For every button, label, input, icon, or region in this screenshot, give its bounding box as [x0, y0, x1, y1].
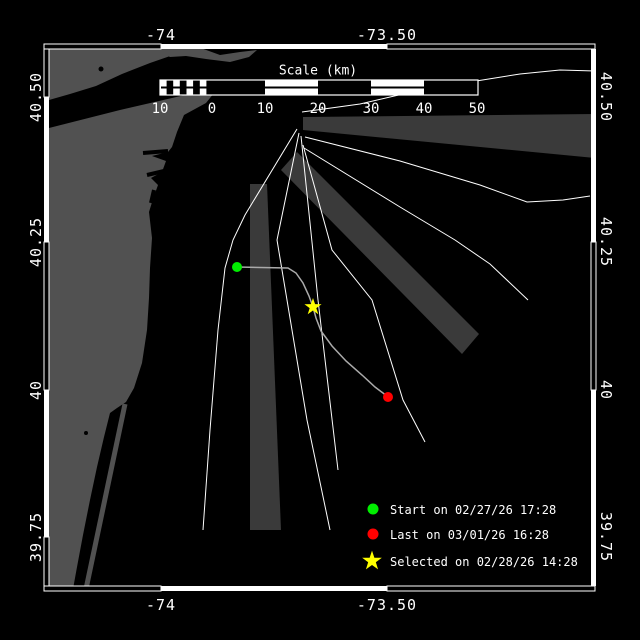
scale-tick-50: 50 [468, 101, 486, 117]
pond [99, 67, 104, 72]
last-marker-icon[interactable] [383, 392, 393, 402]
scale-bar [160, 80, 478, 95]
legend-label-last: Last on 03/01/26 16:28 [390, 528, 549, 542]
scale-tick-40: 40 [415, 101, 433, 117]
start-marker-icon[interactable] [232, 262, 242, 272]
axis-label-right-lat-40: 40 [597, 379, 615, 401]
scale-tick-m10: 10 [151, 101, 169, 117]
legend-start-dot-icon [368, 504, 379, 515]
axis-label-left-lat-4050: 40.50 [27, 71, 45, 123]
axis-label-bottom-lon-7350: -73.50 [356, 596, 418, 614]
scale-tick-10: 10 [256, 101, 274, 117]
axis-label-top-lon-74: -74 [145, 26, 177, 44]
scale-tick-30: 30 [362, 101, 380, 117]
inlet [143, 151, 168, 153]
axis-label-left-lat-4025: 40.25 [27, 216, 45, 268]
legend-last-dot-icon [368, 529, 379, 540]
scale-bar-midline [161, 87, 477, 89]
axis-label-right-lat-4050: 40.50 [597, 71, 615, 123]
axis-label-right-lat-4025: 40.25 [597, 216, 615, 268]
axis-label-left-lat-40: 40 [27, 379, 45, 401]
legend-label-selected: Selected on 02/28/26 14:28 [390, 555, 578, 569]
axis-label-top-lon-7350: -73.50 [356, 26, 418, 44]
legend-label-start: Start on 02/27/26 17:28 [390, 503, 557, 517]
scale-tick-20: 20 [309, 101, 327, 117]
axis-label-right-lat-3975: 39.75 [597, 511, 615, 563]
axis-label-bottom-lon-74: -74 [145, 596, 177, 614]
scale-tick-0: 0 [207, 101, 217, 117]
axis-label-left-lat-3975: 39.75 [27, 511, 45, 563]
pond [84, 431, 88, 435]
scale-bar-title: Scale (km) [278, 63, 358, 79]
